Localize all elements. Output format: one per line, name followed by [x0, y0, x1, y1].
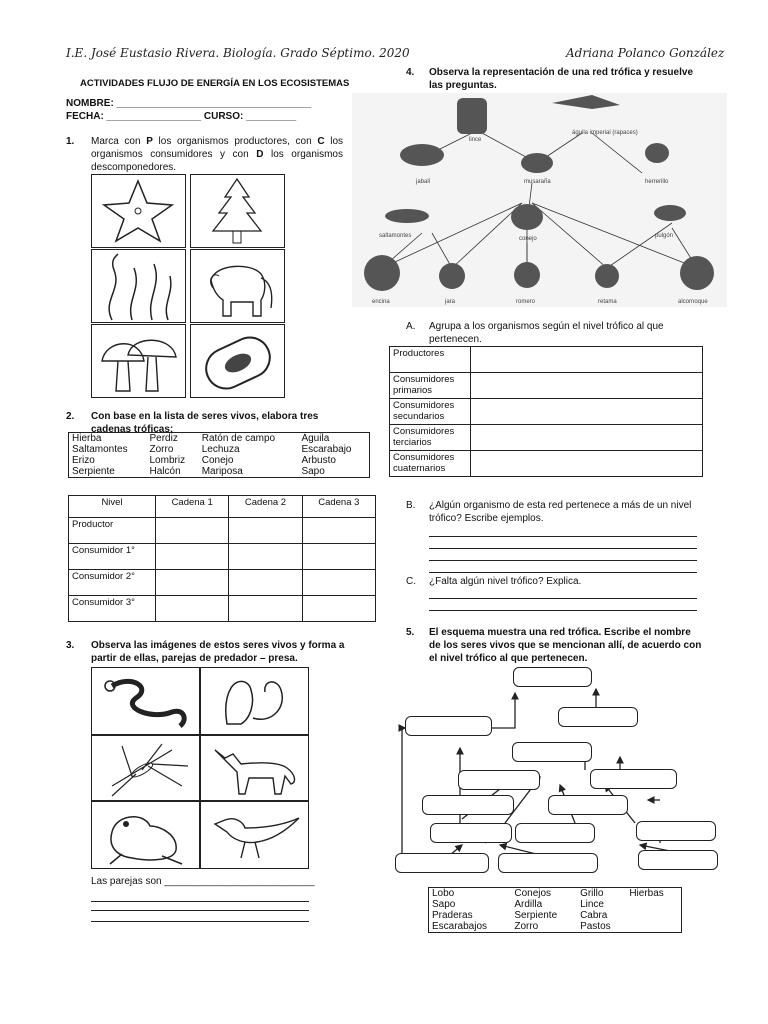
answer-line[interactable]: [91, 921, 309, 922]
q3-number: 3.: [66, 640, 75, 651]
header-right: Adriana Polanco González: [566, 46, 725, 60]
nombre-field: NOMBRE: ___________________________________: [66, 98, 312, 109]
answer-line[interactable]: [91, 901, 309, 902]
answer-line[interactable]: [429, 598, 697, 599]
answer-line[interactable]: [429, 548, 697, 549]
chain-cell[interactable]: [229, 544, 302, 570]
chain-cell[interactable]: [302, 518, 375, 544]
chain-cell[interactable]: [302, 596, 375, 622]
chain-cell[interactable]: [156, 518, 229, 544]
schema-box[interactable]: [513, 667, 592, 687]
web-label-conejo: conejo: [519, 236, 537, 242]
q5-text: El esquema muestra una red trófica. Escribe el nombre de los seres vivos que se mencionan allí, de acuerdo con el nivel trófico al que pertenecen.: [429, 627, 702, 664]
q4b-letter: B.: [406, 500, 416, 511]
bird-image: [200, 801, 309, 869]
q4b-text: ¿Algún organismo de esta red pertenece a más de un nivel trófico? Escribe ejemplos.: [429, 500, 692, 524]
q4-text: Observa la representación de una red trófica y resuelve las preguntas.: [429, 67, 694, 91]
web-label-saltamontes: saltamontes: [379, 233, 412, 239]
fecha-curso-field: FECHA: _________________ CURSO: _________: [66, 111, 297, 122]
answer-line[interactable]: [429, 572, 697, 573]
q2-species-list: Hierba Perdiz Ratón de campo Águila Saltamontes Zorro Lechuza Escarabajo Erizo Lombriz Conejo Arbusto Serpiente Halcón Mariposa Sapo: [68, 432, 370, 478]
mosquito-image: [91, 735, 200, 801]
web-label-herrerillo: herrerillo: [645, 179, 669, 185]
schema-box[interactable]: [638, 850, 718, 870]
answer-line[interactable]: [91, 910, 309, 911]
q2-text: Con base en la lista de seres vivos, elabora tres cadenas tróficas:: [91, 411, 319, 435]
schema-box[interactable]: [498, 853, 598, 873]
schema-box[interactable]: [422, 795, 514, 815]
schema-box[interactable]: [590, 769, 677, 789]
web-label-alcornoque: alcornoque: [678, 299, 708, 305]
web-label-lince: lince: [469, 137, 482, 143]
chain-cell[interactable]: [302, 570, 375, 596]
chain-cell[interactable]: [156, 570, 229, 596]
chain-cell[interactable]: [229, 570, 302, 596]
q4c-text: ¿Falta algún nivel trófico? Explica.: [429, 576, 582, 587]
q1-text: Marca con P los organismos productores, con C los organismos consumidores y con D los organismos descomponedores.: [91, 136, 344, 173]
q4a-letter: A.: [406, 321, 416, 332]
chain-cell[interactable]: [156, 544, 229, 570]
q5-word-bank: Lobo Conejos Grillo Hierbas Sapo Ardilla Lince Praderas Serpiente Cabra Escarabajos Zorro Pastos: [428, 887, 682, 933]
web-label-aguila: águila imperial (rapaces): [572, 130, 638, 136]
web-label-encina: encina: [372, 299, 390, 305]
schema-box[interactable]: [558, 707, 638, 727]
snake-image: [91, 667, 200, 735]
schema-box[interactable]: [395, 853, 489, 873]
schema-box[interactable]: [430, 823, 512, 843]
chain-cell[interactable]: [302, 544, 375, 570]
answer-cell[interactable]: [471, 451, 703, 477]
header-left: I.E. José Eustasio Rivera. Biología. Grado Séptimo. 2020: [66, 46, 410, 60]
q3-answer-label: Las parejas son ___________________________: [91, 876, 315, 887]
answer-cell[interactable]: [471, 373, 703, 399]
q4-number: 4.: [406, 67, 415, 78]
schema-box[interactable]: [548, 795, 628, 815]
schema-box[interactable]: [405, 716, 492, 736]
schema-box[interactable]: [515, 823, 595, 843]
answer-cell[interactable]: [471, 425, 703, 451]
frog-image: [91, 801, 200, 869]
q2-number: 2.: [66, 411, 75, 422]
q4c-letter: C.: [406, 576, 416, 587]
q4a-text: Agrupa a los organismos según el nivel trófico al que pertenecen.: [429, 321, 664, 345]
q3-text: Observa las imágenes de estos seres vivos y forma a partir de ellas, parejas de predador – presa.: [91, 640, 345, 664]
seaweed-image: [91, 249, 186, 323]
fox-image: [200, 735, 309, 801]
starfish-image: [91, 174, 186, 248]
page-title: ACTIVIDADES FLUJO DE ENERGÍA EN LOS ECOSISTEMAS: [80, 78, 350, 89]
food-web-figure: [352, 93, 727, 307]
chain-cell[interactable]: [156, 596, 229, 622]
q2-chains-table: Nivel Cadena 1 Cadena 2 Cadena 3 Productor Consumidor 1° Consumidor 2° Consumidor 3°: [68, 495, 376, 622]
answer-cell[interactable]: [471, 399, 703, 425]
chain-cell[interactable]: [229, 596, 302, 622]
pine-tree-image: [190, 174, 285, 248]
answer-cell[interactable]: [471, 347, 703, 373]
schema-box[interactable]: [636, 821, 716, 841]
q5-number: 5.: [406, 627, 415, 638]
schema-box[interactable]: [512, 742, 592, 762]
squirrel-image: [200, 667, 309, 735]
web-label-jabali: jabalí: [416, 179, 431, 185]
schema-box[interactable]: [458, 770, 540, 790]
q1-number: 1.: [66, 136, 75, 147]
answer-line[interactable]: [429, 560, 697, 561]
q4a-trophic-table: Productores Consumidores primarios Consumidores secundarios Consumidores terciarios Consumidores cuaternarios: [389, 346, 703, 477]
web-label-jara: jara: [445, 299, 456, 305]
web-label-musarana: musaraña: [524, 179, 551, 185]
chain-cell[interactable]: [229, 518, 302, 544]
answer-line[interactable]: [429, 610, 697, 611]
web-label-pulgon: pulgón: [655, 233, 674, 239]
mushrooms-image: [91, 324, 186, 398]
web-label-romero: romero: [516, 299, 536, 305]
elephant-image: [190, 249, 285, 323]
bacterium-image: [190, 324, 285, 398]
web-label-retama: retama: [598, 299, 617, 305]
answer-line[interactable]: [429, 536, 697, 537]
